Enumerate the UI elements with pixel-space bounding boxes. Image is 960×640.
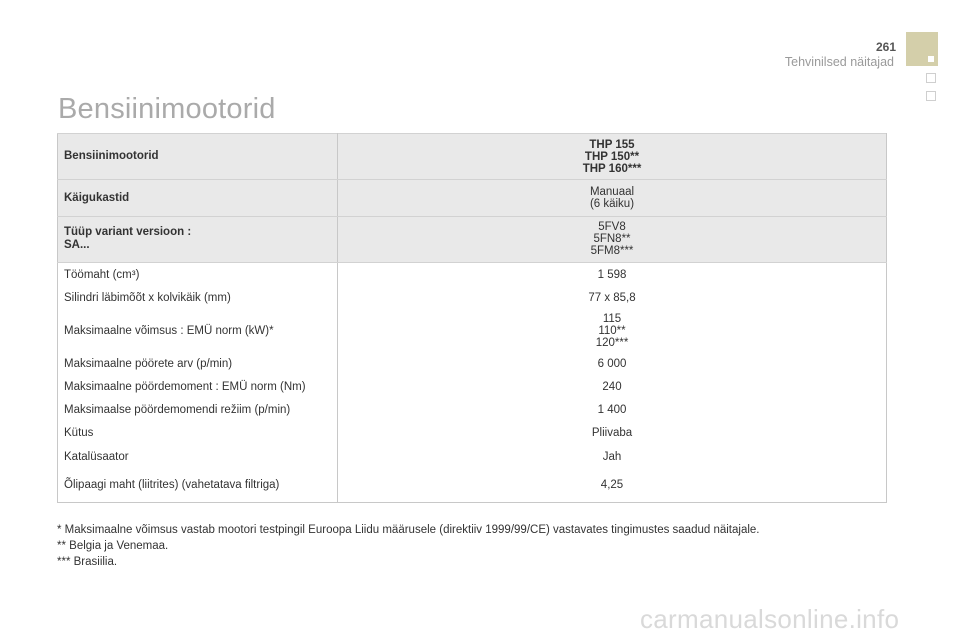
header-label-cell [58, 134, 338, 180]
row-value [338, 353, 887, 375]
row-value [338, 287, 887, 309]
header-value-cell [338, 134, 887, 180]
table-header-row [58, 134, 887, 180]
row-value-line: Jah [602, 450, 622, 463]
chapter-tab-box [926, 73, 936, 83]
row-value-line: 240 [602, 381, 622, 394]
row-value-line: 1 598 [597, 268, 627, 281]
section-title: Tehvinilsed näitajad [784, 55, 894, 69]
row-value [338, 399, 887, 422]
watermark: carmanualsonline.info [640, 604, 900, 634]
table-row [58, 422, 887, 445]
row-value [338, 445, 887, 468]
header-value-cell [338, 216, 887, 262]
row-value [338, 375, 887, 398]
header-value-line: THP 155 [589, 138, 635, 151]
table-row [58, 263, 887, 287]
table-row [58, 445, 887, 468]
table-row [58, 399, 887, 422]
page-number: 261 [875, 40, 896, 54]
chapter-tab-box [926, 91, 936, 101]
main-title: Bensiinimootorid [58, 93, 276, 125]
row-value-line: 110** [598, 325, 626, 338]
tab-marker-dot [928, 56, 934, 62]
header-label-cell [58, 216, 338, 262]
header-value-line: Manuaal [589, 186, 635, 199]
row-label: Maksimaalne pöörete arv (p/min) [58, 353, 338, 375]
footnotes [57, 522, 760, 570]
row-label: Kütus [58, 422, 338, 445]
header-value-line: THP 150** [584, 150, 640, 163]
header-label-line: Bensiinimootorid [64, 150, 159, 163]
row-label: Maksimaalne võimsus : EMÜ norm (kW)* [58, 309, 338, 353]
footnote: ** Belgia ja Venemaa. [57, 540, 169, 552]
header-value-line: THP 160*** [582, 162, 642, 175]
table-header-row [58, 180, 887, 216]
header-value-cell [338, 180, 887, 216]
row-value-line: 115 [602, 313, 622, 326]
table-row [58, 353, 887, 375]
row-value [338, 263, 887, 287]
row-value-line: 120*** [595, 337, 629, 350]
row-value [338, 468, 887, 502]
header-value-line: 5FM8*** [590, 245, 634, 258]
table-row [58, 468, 887, 502]
row-label: Õlipaagi maht (liitrites) (vahetatava filtriga) [58, 468, 338, 502]
row-label: Töömaht (cm³) [58, 263, 338, 287]
table-row [58, 375, 887, 398]
row-label: Maksimaalne pöördemoment : EMÜ norm (Nm) [58, 375, 338, 398]
header-label-line: Käigukastid [64, 191, 130, 204]
header-label-line: Tüüp variant versioon : [64, 226, 192, 239]
spec-table [57, 133, 887, 503]
row-value-line: 6 000 [597, 358, 627, 371]
row-value [338, 422, 887, 445]
footnote: *** Brasiilia. [57, 556, 118, 568]
header-label-line: SA... [64, 239, 90, 252]
table-header-row [58, 216, 887, 262]
row-value-line: 77 x 85,8 [588, 291, 636, 304]
row-label: Maksimaalse pöördemomendi režiim (p/min) [58, 399, 338, 422]
header-label-cell [58, 180, 338, 216]
row-value-line: 1 400 [597, 404, 627, 417]
row-value-line: 4,25 [600, 479, 624, 492]
row-value [338, 309, 887, 353]
table-row [58, 309, 887, 353]
header-value-line: (6 käiku) [589, 198, 635, 211]
row-label: Katalüsaator [58, 445, 338, 468]
row-value-line: Pliivaba [591, 427, 633, 440]
footnote: * Maksimaalne võimsus vastab mootori testpingil Euroopa Liidu määrusele (direktiiv 1999/99/CE) vastavates tingimustes saadud näitajale. [57, 524, 760, 536]
header-value-line: 5FV8 [598, 221, 626, 234]
table-row [58, 287, 887, 309]
chapter-tab-marker [906, 32, 938, 66]
row-label: Silindri läbimõõt x kolvikäik (mm) [58, 287, 338, 309]
header-value-line: 5FN8** [593, 233, 631, 246]
